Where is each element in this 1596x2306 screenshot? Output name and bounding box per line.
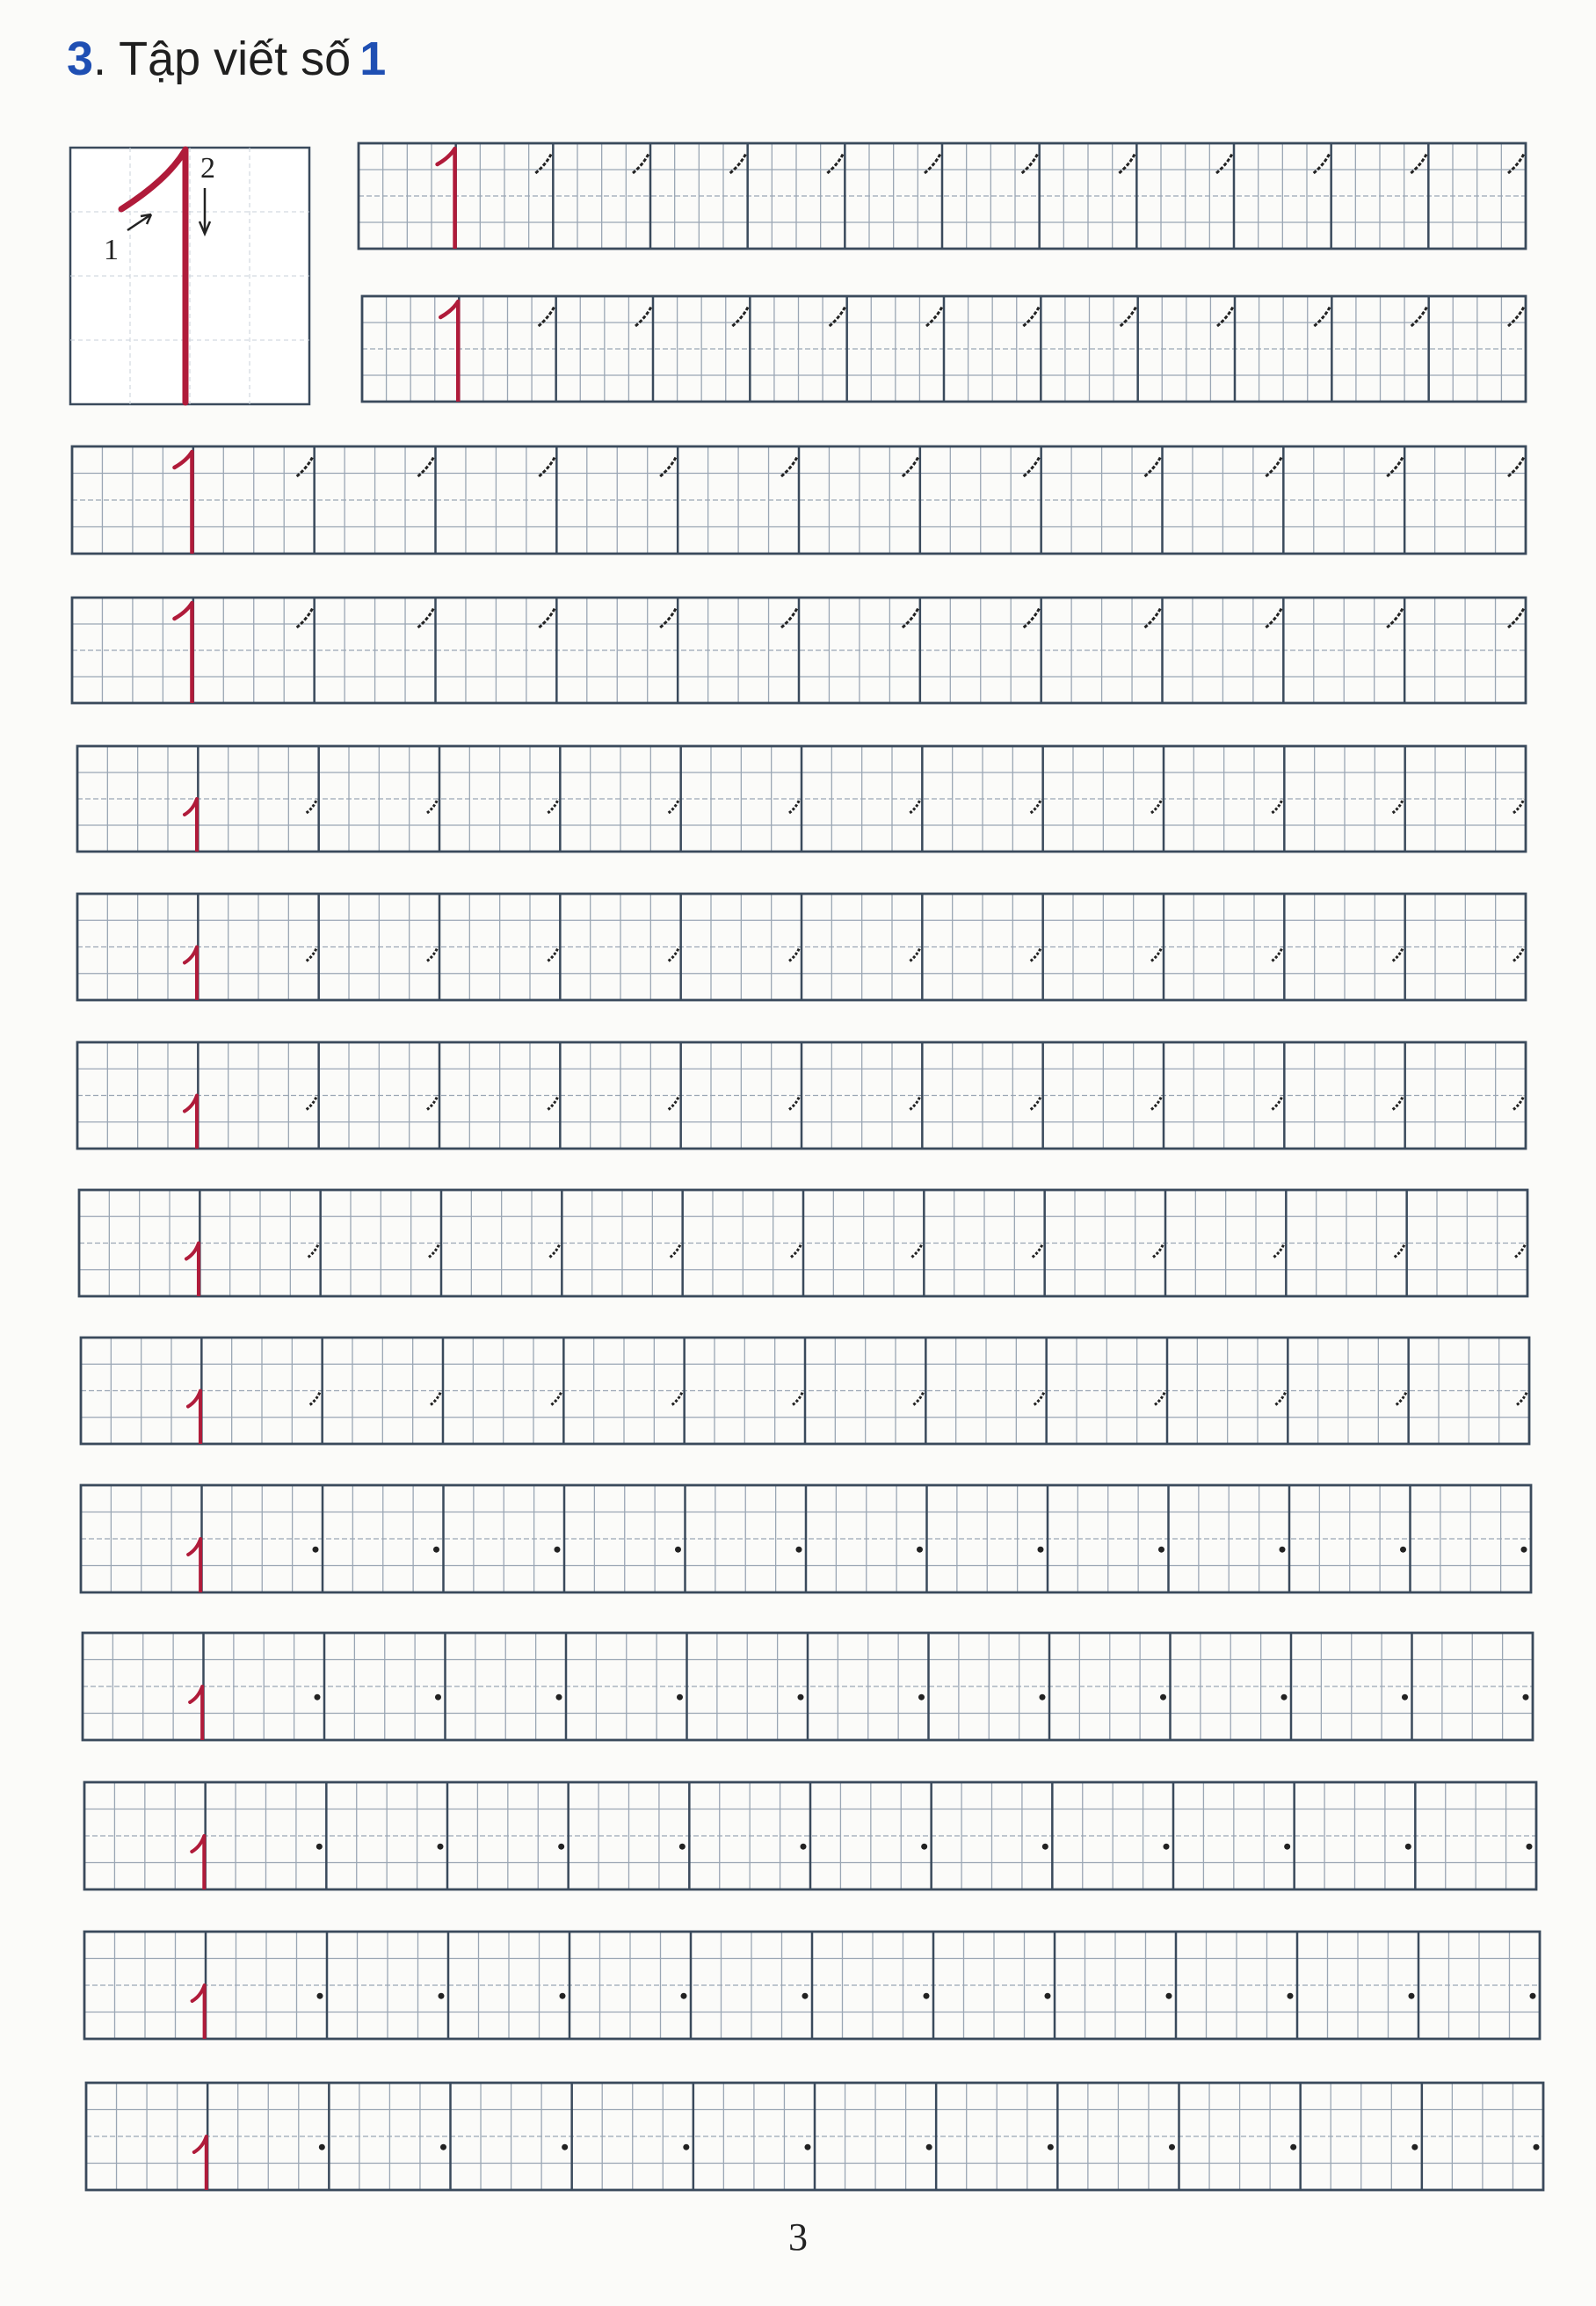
trace-start-stroke xyxy=(910,799,920,813)
start-dot xyxy=(439,1993,445,1999)
trace-start-stroke xyxy=(297,608,313,627)
start-dot xyxy=(921,1844,927,1850)
practice-row xyxy=(81,1485,1531,1592)
page-number: 3 xyxy=(788,2215,808,2259)
trace-start-stroke xyxy=(926,307,942,326)
practice-row xyxy=(84,1932,1540,2039)
start-dot xyxy=(1048,2144,1054,2150)
trace-start-stroke xyxy=(669,1096,679,1110)
start-dot xyxy=(1038,1547,1044,1553)
model-digit-one xyxy=(194,2136,207,2152)
trace-start-stroke xyxy=(781,608,797,627)
trace-start-stroke xyxy=(672,1391,683,1405)
start-dot xyxy=(1280,1547,1286,1553)
trace-start-stroke xyxy=(539,608,555,627)
trace-start-stroke xyxy=(539,307,555,326)
start-dot xyxy=(1530,1993,1536,1999)
trace-start-stroke xyxy=(1396,1391,1407,1405)
trace-start-stroke xyxy=(1387,608,1403,627)
trace-start-stroke xyxy=(1273,1244,1284,1258)
trace-start-stroke xyxy=(1411,154,1426,173)
start-dot xyxy=(798,1694,804,1700)
trace-start-stroke xyxy=(910,1096,920,1110)
trace-start-stroke xyxy=(669,799,679,813)
trace-start-stroke xyxy=(548,799,558,813)
trace-start-stroke xyxy=(1513,947,1524,961)
start-dot xyxy=(801,1844,807,1850)
start-dot xyxy=(1409,1993,1415,1999)
practice-row xyxy=(72,598,1526,703)
trace-start-stroke xyxy=(1119,154,1135,173)
trace-start-stroke xyxy=(548,1096,558,1110)
trace-start-stroke xyxy=(1151,799,1162,813)
trace-start-stroke xyxy=(1216,154,1232,173)
start-dot xyxy=(681,1993,687,1999)
start-dot xyxy=(1521,1547,1527,1553)
model-digit-one xyxy=(188,1391,200,1407)
trace-start-stroke xyxy=(1266,608,1281,627)
trace-start-stroke xyxy=(913,1391,924,1405)
model-digit-one xyxy=(186,1244,199,1259)
trace-start-stroke xyxy=(1151,947,1162,961)
trace-start-stroke xyxy=(307,799,317,813)
start-dot xyxy=(796,1547,802,1553)
start-dot xyxy=(316,1844,323,1850)
trace-start-stroke xyxy=(1031,799,1041,813)
start-dot xyxy=(1411,2144,1418,2150)
trace-start-stroke xyxy=(1275,1391,1286,1405)
trace-start-stroke xyxy=(660,608,676,627)
start-dot xyxy=(683,2144,689,2150)
trace-start-stroke xyxy=(1033,1244,1043,1258)
trace-start-stroke xyxy=(1314,154,1330,173)
stroke-order-demo xyxy=(70,148,309,404)
model-digit-one xyxy=(192,1836,204,1852)
start-dot xyxy=(675,1547,681,1553)
start-dot xyxy=(560,1993,566,1999)
start-dot xyxy=(917,1547,923,1553)
start-dot xyxy=(1284,1844,1290,1850)
start-dot xyxy=(1288,1993,1294,1999)
start-dot xyxy=(1290,2144,1296,2150)
model-digit-one xyxy=(438,149,455,164)
start-dot xyxy=(438,1844,444,1850)
trace-start-stroke xyxy=(1314,307,1330,326)
trace-start-stroke xyxy=(1217,307,1233,326)
exercise-title-digit: 1 xyxy=(359,33,387,85)
trace-start-stroke xyxy=(1155,1391,1165,1405)
trace-start-stroke xyxy=(827,154,843,173)
trace-start-stroke xyxy=(1024,608,1040,627)
start-dot xyxy=(1169,2144,1175,2150)
trace-start-stroke xyxy=(310,1391,321,1405)
start-dot xyxy=(1166,1993,1172,1999)
trace-start-stroke xyxy=(308,1244,319,1258)
trace-start-stroke xyxy=(1393,1096,1404,1110)
trace-start-stroke xyxy=(925,154,940,173)
trace-start-stroke xyxy=(1513,799,1524,813)
trace-start-stroke xyxy=(1272,947,1282,961)
trace-start-stroke xyxy=(1151,1096,1162,1110)
trace-start-stroke xyxy=(1513,1096,1524,1110)
start-dot xyxy=(1042,1844,1048,1850)
start-dot xyxy=(1040,1694,1046,1700)
practice-row xyxy=(77,894,1526,1000)
start-dot xyxy=(319,2144,325,2150)
exercise-title-text: Tập viết số xyxy=(119,33,352,85)
start-dot xyxy=(1534,2144,1540,2150)
start-dot xyxy=(440,2144,446,2150)
trace-start-stroke xyxy=(429,1244,439,1258)
model-digit-one xyxy=(188,1539,200,1555)
start-dot xyxy=(924,1993,930,1999)
trace-start-stroke xyxy=(911,1244,922,1258)
trace-start-stroke xyxy=(633,154,649,173)
trace-start-stroke xyxy=(427,799,438,813)
trace-start-stroke xyxy=(418,608,434,627)
start-dot xyxy=(313,1547,319,1553)
trace-start-stroke xyxy=(307,1096,317,1110)
practice-row xyxy=(77,746,1526,852)
start-dot xyxy=(1164,1844,1170,1850)
trace-start-stroke xyxy=(1517,1391,1527,1405)
start-dot xyxy=(435,1694,441,1700)
trace-start-stroke xyxy=(1034,1391,1045,1405)
start-dot xyxy=(1527,1844,1533,1850)
start-dot xyxy=(1402,1694,1408,1700)
start-dot xyxy=(679,1844,686,1850)
start-dot xyxy=(317,1993,323,1999)
stroke-label-2: 2 xyxy=(200,152,215,185)
trace-start-stroke xyxy=(1023,307,1039,326)
exercise-number: 3 xyxy=(67,33,94,85)
start-dot xyxy=(1045,1993,1051,1999)
practice-row xyxy=(84,1782,1536,1889)
model-digit-one xyxy=(174,452,192,468)
trace-start-stroke xyxy=(549,1244,560,1258)
start-dot xyxy=(1160,1694,1166,1700)
start-dot xyxy=(802,1993,809,1999)
trace-start-stroke xyxy=(830,307,845,326)
trace-start-stroke xyxy=(1393,799,1404,813)
practice-row xyxy=(72,446,1526,554)
trace-start-stroke xyxy=(1153,1244,1164,1258)
trace-start-stroke xyxy=(1022,154,1038,173)
start-dot xyxy=(562,2144,568,2150)
trace-start-stroke xyxy=(1031,947,1041,961)
trace-start-stroke xyxy=(671,1244,681,1258)
trace-start-stroke xyxy=(669,947,679,961)
trace-start-stroke xyxy=(791,1244,802,1258)
start-dot xyxy=(315,1694,321,1700)
start-dot xyxy=(918,1694,925,1700)
trace-start-stroke xyxy=(1031,1096,1041,1110)
trace-start-stroke xyxy=(1121,307,1136,326)
practice-row xyxy=(83,1633,1533,1740)
trace-start-stroke xyxy=(307,947,317,961)
stroke-label-1: 1 xyxy=(104,234,119,266)
practice-row xyxy=(359,143,1526,249)
trace-start-stroke xyxy=(635,307,651,326)
trace-start-stroke xyxy=(789,1096,800,1110)
trace-start-stroke xyxy=(789,799,800,813)
trace-start-stroke xyxy=(551,1391,562,1405)
trace-start-stroke xyxy=(789,947,800,961)
practice-row xyxy=(86,2083,1543,2190)
trace-start-stroke xyxy=(427,947,438,961)
trace-start-stroke xyxy=(1411,307,1427,326)
practice-row xyxy=(77,1042,1526,1149)
trace-start-stroke xyxy=(1508,154,1524,173)
trace-start-stroke xyxy=(732,307,748,326)
model-digit-one xyxy=(185,799,197,815)
trace-start-stroke xyxy=(1515,1244,1526,1258)
practice-row xyxy=(81,1338,1529,1444)
trace-start-stroke xyxy=(1393,947,1404,961)
trace-start-stroke xyxy=(1145,608,1161,627)
trace-start-stroke xyxy=(1508,608,1524,627)
start-dot xyxy=(433,1547,439,1553)
start-dot xyxy=(1523,1694,1529,1700)
model-digit-one xyxy=(185,947,197,963)
start-dot xyxy=(1405,1844,1411,1850)
start-dot xyxy=(558,1844,564,1850)
trace-start-stroke xyxy=(793,1391,803,1405)
trace-start-stroke xyxy=(903,608,918,627)
start-dot xyxy=(1400,1547,1406,1553)
model-digit-one xyxy=(174,603,192,619)
trace-start-stroke xyxy=(431,1391,441,1405)
start-dot xyxy=(555,1547,561,1553)
practice-rows xyxy=(72,143,1543,2190)
trace-start-stroke xyxy=(535,154,551,173)
start-dot xyxy=(805,2144,811,2150)
start-dot xyxy=(1158,1547,1164,1553)
title-separator: . xyxy=(93,33,120,85)
start-dot xyxy=(926,2144,932,2150)
start-dot xyxy=(556,1694,562,1700)
trace-start-stroke xyxy=(1508,307,1524,326)
model-digit-one xyxy=(440,301,458,317)
model-digit-one xyxy=(185,1096,197,1112)
trace-start-stroke xyxy=(1272,799,1282,813)
trace-start-stroke xyxy=(730,154,746,173)
trace-start-stroke xyxy=(1272,1096,1282,1110)
trace-start-stroke xyxy=(1395,1244,1405,1258)
trace-start-stroke xyxy=(910,947,920,961)
practice-row xyxy=(79,1190,1527,1296)
model-digit-one xyxy=(190,1686,202,1702)
start-dot xyxy=(677,1694,683,1700)
trace-start-stroke xyxy=(548,947,558,961)
trace-start-stroke xyxy=(427,1096,438,1110)
model-digit-one xyxy=(192,1985,205,2001)
practice-row xyxy=(362,296,1526,402)
start-dot xyxy=(1281,1694,1288,1700)
